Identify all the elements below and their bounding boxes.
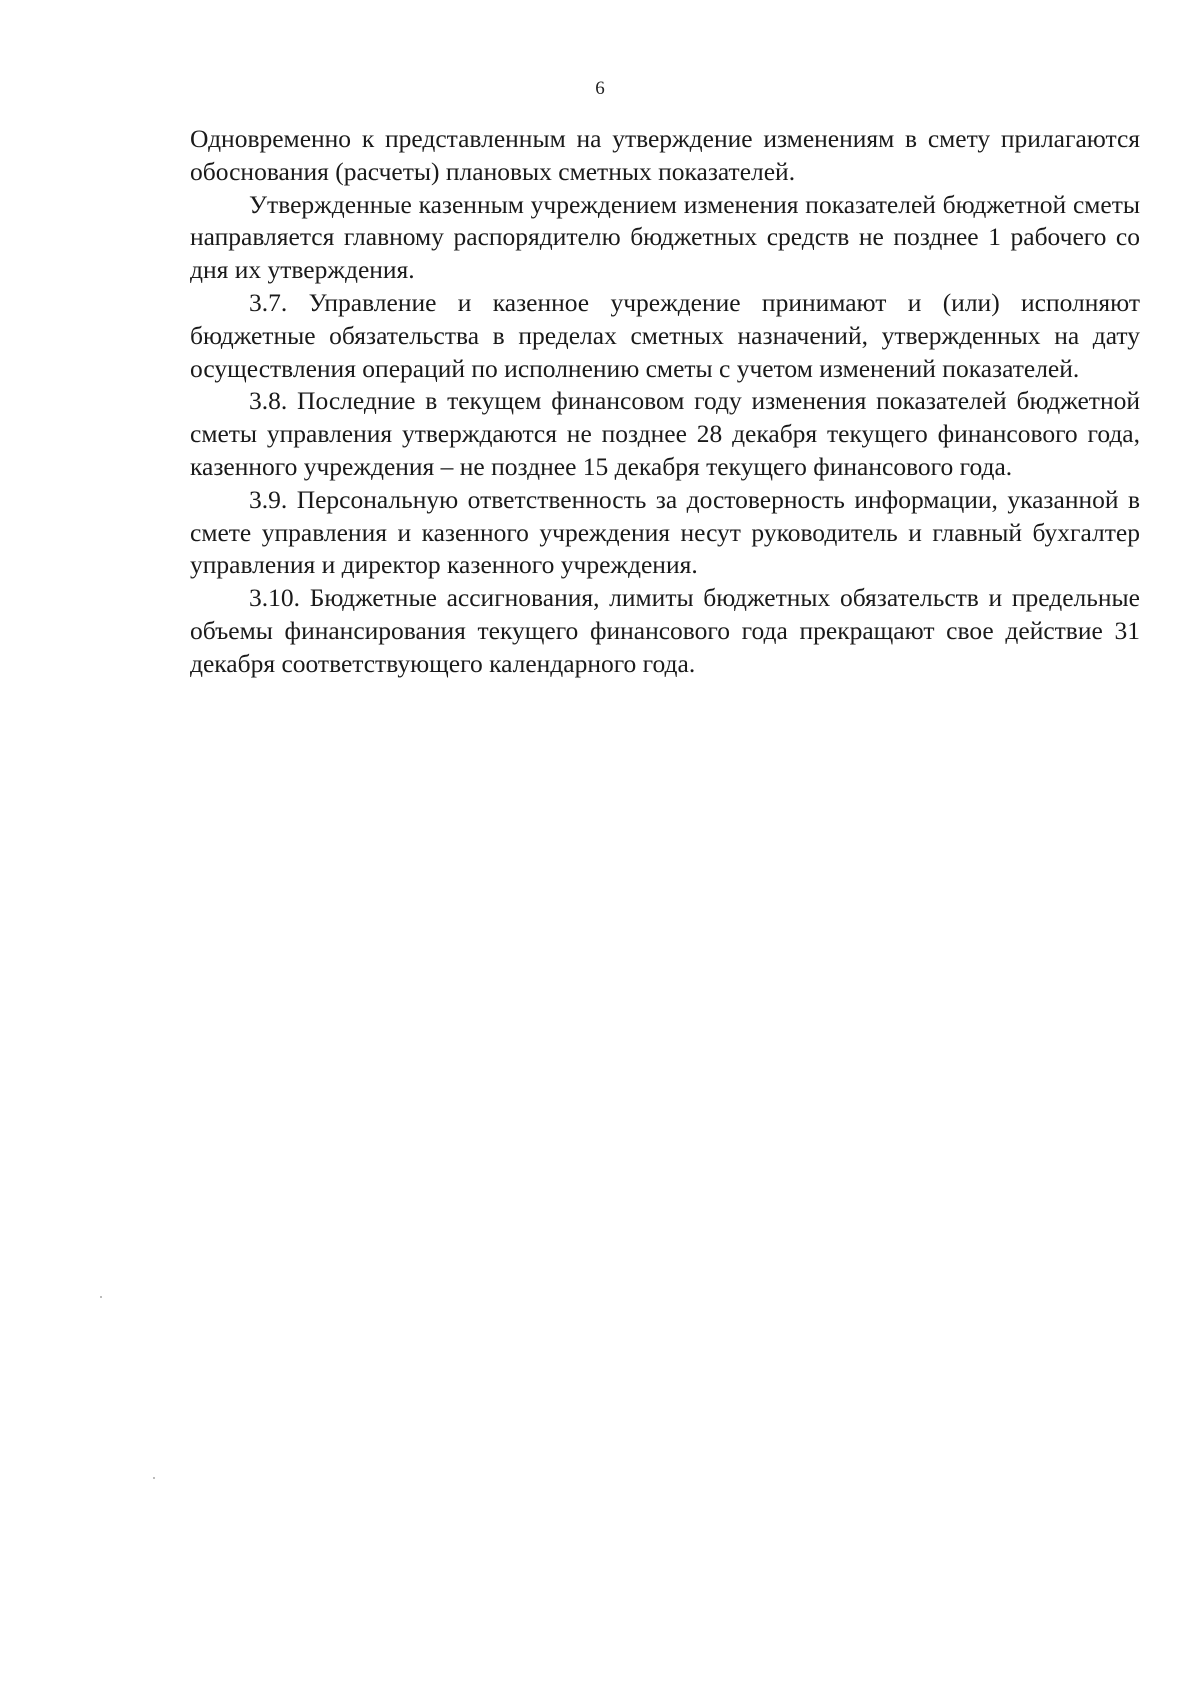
paragraph-3-9: 3.9. Персональную ответственность за достоверность информации, указанной в смете управления и казенного учреждения несут руководитель и главный бухгалтер управления и директор казенного учреждения.: [190, 484, 1140, 580]
document-body: [190, 123, 1140, 681]
scan-speck: [100, 1296, 102, 1298]
paragraph-2: Утвержденные казенным учреждением изменения показателей бюджетной сметы направляется главному распорядителю бюджетных средств не позднее 1 рабочего со дня их утверждения.: [190, 189, 1140, 285]
paragraph-3-10: 3.10. Бюджетные ассигнования, лимиты бюджетных обязательств и предельные объемы финансирования текущего финансового года прекращают свое действие 31 декабря соответствующего календарного года.: [190, 583, 1140, 678]
paragraph-3-8: 3.8. Последние в текущем финансовом году изменения показателей бюджетной сметы управления утверждаются не позднее 28 декабря текущего финансового года, казенного учреждения – не позднее 15 декабря текущего финансового года.: [190, 386, 1140, 481]
page-number: 6: [595, 78, 605, 99]
paragraph-3-7: 3.7. Управление и казенное учреждение принимают и (или) исполняют бюджетные обязательства в пределах сметных назначений, утвержденных на дату осуществления операций по исполнению сметы с учетом изменений показателей.: [190, 287, 1140, 383]
scan-speck: [153, 1477, 155, 1479]
paragraph-1: Одновременно к представленным на утверждение изменениям в смету прилагаются обоснования (расчеты) плановых сметных показателей.: [190, 124, 1140, 186]
